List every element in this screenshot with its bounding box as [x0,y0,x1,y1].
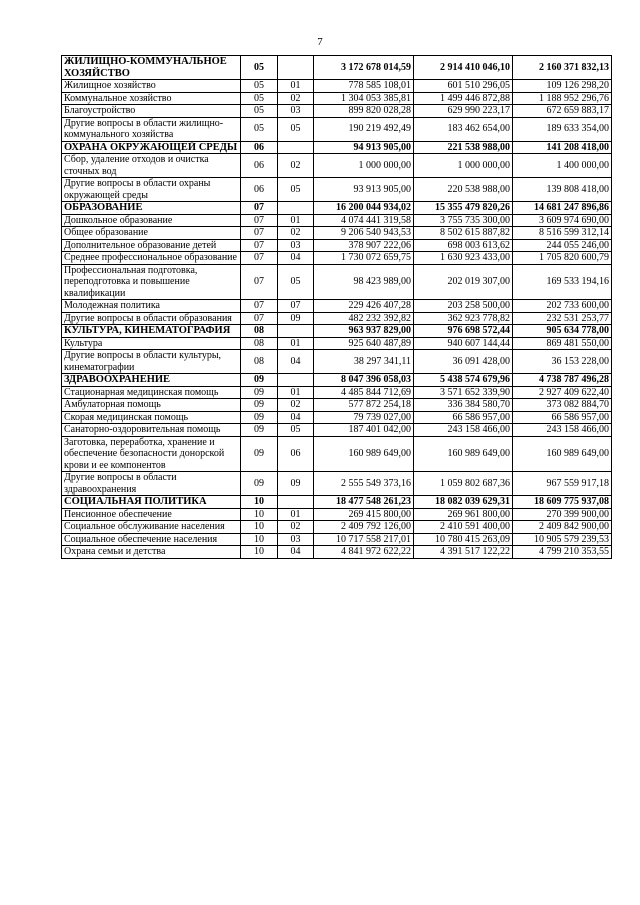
amount-col-2: 3 755 735 300,00 [414,214,513,227]
amount-col-3: 244 055 246,00 [513,239,612,252]
amount-col-2: 202 019 307,00 [414,264,513,300]
subsection-code [278,202,314,215]
amount-col-3: 2 160 371 832,13 [513,56,612,80]
amount-col-2: 18 082 039 629,31 [414,496,513,509]
table-section-row [62,202,612,215]
table-row [62,508,612,521]
section-code: 05 [241,80,278,93]
amount-col-2: 336 384 580,70 [414,399,513,412]
amount-col-3: 1 188 952 296,76 [513,92,612,105]
amount-col-1: 18 477 548 261,23 [314,496,414,509]
row-name: Санаторно-оздоровительная помощь [62,424,241,437]
subsection-code: 04 [278,546,314,559]
subsection-code: 07 [278,300,314,313]
amount-col-1: 1 730 072 659,75 [314,252,414,265]
amount-col-3: 169 533 194,16 [513,264,612,300]
amount-col-3: 139 808 418,00 [513,178,612,202]
table-section-row [62,141,612,154]
subsection-code: 02 [278,227,314,240]
amount-col-2: 203 258 500,00 [414,300,513,313]
amount-col-2: 629 990 223,17 [414,105,513,118]
amount-col-2: 4 391 517 122,22 [414,546,513,559]
row-name: Другие вопросы в области образования [62,312,241,325]
amount-col-2: 2 914 410 046,10 [414,56,513,80]
subsection-code: 05 [278,117,314,141]
amount-col-3: 202 733 600,00 [513,300,612,313]
amount-col-2: 8 502 615 887,82 [414,227,513,240]
table-row [62,436,612,472]
table-row [62,92,612,105]
section-code: 09 [241,424,278,437]
amount-col-2: 183 462 654,00 [414,117,513,141]
amount-col-2: 269 961 800,00 [414,508,513,521]
amount-col-1: 963 937 829,00 [314,325,414,338]
amount-col-1: 187 401 042,00 [314,424,414,437]
amount-col-3: 18 609 775 937,08 [513,496,612,509]
row-name: Другие вопросы в области жилищно-коммунального хозяйства [62,117,241,141]
table-row [62,105,612,118]
amount-col-1: 269 415 800,00 [314,508,414,521]
row-name: Стационарная медицинская помощь [62,386,241,399]
section-code: 06 [241,141,278,154]
subsection-code: 09 [278,472,314,496]
amount-col-1: 79 739 027,00 [314,411,414,424]
section-code: 09 [241,411,278,424]
amount-col-2: 3 571 652 339,90 [414,386,513,399]
amount-col-1: 482 232 392,82 [314,312,414,325]
amount-col-1: 4 485 844 712,69 [314,386,414,399]
row-name: Профессиональная подготовка, переподготовка и повышение квалификации [62,264,241,300]
section-code: 07 [241,300,278,313]
subsection-code [278,325,314,338]
section-code: 07 [241,227,278,240]
amount-col-1: 38 297 341,11 [314,350,414,374]
section-code: 07 [241,239,278,252]
row-name: Сбор, удаление отходов и очистка сточных вод [62,154,241,178]
table-row [62,350,612,374]
subsection-code: 02 [278,92,314,105]
row-name: Социальное обеспечение населения [62,533,241,546]
amount-col-3: 160 989 649,00 [513,436,612,472]
row-name: Дополнительное образование детей [62,239,241,252]
amount-col-2: 220 538 988,00 [414,178,513,202]
amount-col-3: 4 738 787 496,28 [513,374,612,387]
amount-col-3: 270 399 900,00 [513,508,612,521]
subsection-code [278,56,314,80]
row-name: ЗДРАВООХРАНЕНИЕ [62,374,241,387]
amount-col-2: 1 499 446 872,88 [414,92,513,105]
subsection-code: 06 [278,436,314,472]
subsection-code: 05 [278,264,314,300]
amount-col-2: 940 607 144,44 [414,337,513,350]
amount-col-1: 229 426 407,28 [314,300,414,313]
row-name: Другие вопросы в области культуры, кинематографии [62,350,241,374]
table-row [62,252,612,265]
amount-col-1: 577 872 254,18 [314,399,414,412]
amount-col-1: 778 585 108,01 [314,80,414,93]
amount-col-1: 9 206 540 943,53 [314,227,414,240]
amount-col-2: 5 438 574 679,96 [414,374,513,387]
section-code: 08 [241,350,278,374]
amount-col-3: 10 905 579 239,53 [513,533,612,546]
amount-col-1: 4 841 972 622,22 [314,546,414,559]
amount-col-3: 3 609 974 690,00 [513,214,612,227]
row-name: СОЦИАЛЬНАЯ ПОЛИТИКА [62,496,241,509]
amount-col-2: 36 091 428,00 [414,350,513,374]
section-code: 10 [241,521,278,534]
amount-col-2: 160 989 649,00 [414,436,513,472]
row-name: КУЛЬТУРА, КИНЕМАТОГРАФИЯ [62,325,241,338]
amount-col-3: 109 126 298,20 [513,80,612,93]
amount-col-3: 2 409 842 900,00 [513,521,612,534]
amount-col-3: 66 586 957,00 [513,411,612,424]
amount-col-1: 925 640 487,89 [314,337,414,350]
amount-col-1: 899 820 028,28 [314,105,414,118]
amount-col-1: 2 409 792 126,00 [314,521,414,534]
row-name: ОБРАЗОВАНИЕ [62,202,241,215]
amount-col-3: 8 516 599 312,14 [513,227,612,240]
amount-col-1: 98 423 989,00 [314,264,414,300]
row-name: Скорая медицинская помощь [62,411,241,424]
table-section-row [62,325,612,338]
subsection-code: 05 [278,424,314,437]
budget-table [61,55,612,559]
table-row [62,546,612,559]
amount-col-1: 378 907 222,06 [314,239,414,252]
row-name: ОХРАНА ОКРУЖАЮЩЕЙ СРЕДЫ [62,141,241,154]
amount-col-3: 905 634 778,00 [513,325,612,338]
amount-col-2: 10 780 415 263,09 [414,533,513,546]
table-row [62,264,612,300]
row-name: Культура [62,337,241,350]
section-code: 08 [241,325,278,338]
table-section-row [62,56,612,80]
amount-col-2: 1 059 802 687,36 [414,472,513,496]
subsection-code: 03 [278,105,314,118]
table-row [62,472,612,496]
amount-col-2: 1 630 923 433,00 [414,252,513,265]
amount-col-1: 8 047 396 058,03 [314,374,414,387]
subsection-code: 02 [278,399,314,412]
amount-col-2: 601 510 296,05 [414,80,513,93]
subsection-code: 09 [278,312,314,325]
section-code: 05 [241,117,278,141]
table-row [62,533,612,546]
section-code: 07 [241,264,278,300]
amount-col-2: 15 355 479 820,26 [414,202,513,215]
amount-col-3: 2 927 409 622,40 [513,386,612,399]
amount-col-2: 221 538 988,00 [414,141,513,154]
budget-table-body [62,56,612,559]
row-name: Дошкольное образование [62,214,241,227]
amount-col-3: 189 633 354,00 [513,117,612,141]
row-name: Молодежная политика [62,300,241,313]
section-code: 08 [241,337,278,350]
row-name: Другие вопросы в области здравоохранения [62,472,241,496]
section-code: 07 [241,202,278,215]
amount-col-3: 4 799 210 353,55 [513,546,612,559]
page-number: 7 [317,36,323,48]
subsection-code: 04 [278,411,314,424]
section-code: 07 [241,252,278,265]
amount-col-3: 672 659 883,17 [513,105,612,118]
subsection-code [278,496,314,509]
row-name: Охрана семьи и детства [62,546,241,559]
amount-col-3: 869 481 550,00 [513,337,612,350]
amount-col-2: 243 158 466,00 [414,424,513,437]
subsection-code: 03 [278,533,314,546]
row-name: Заготовка, переработка, хранение и обеспечение безопасности донорской крови и ее компонентов [62,436,241,472]
amount-col-1: 10 717 558 217,01 [314,533,414,546]
amount-col-1: 94 913 905,00 [314,141,414,154]
amount-col-3: 232 531 253,77 [513,312,612,325]
table-row [62,214,612,227]
row-name: Благоустройство [62,105,241,118]
row-name: Социальное обслуживание населения [62,521,241,534]
row-name: Пенсионное обеспечение [62,508,241,521]
row-name: Другие вопросы в области охраны окружающей среды [62,178,241,202]
section-code: 05 [241,56,278,80]
subsection-code: 04 [278,350,314,374]
table-row [62,386,612,399]
table-row [62,337,612,350]
row-name: ЖИЛИЩНО-КОММУНАЛЬНОЕ ХОЗЯЙСТВО [62,56,241,80]
amount-col-1: 3 172 678 014,59 [314,56,414,80]
amount-col-3: 1 400 000,00 [513,154,612,178]
table-row [62,399,612,412]
section-code: 09 [241,386,278,399]
section-code: 09 [241,472,278,496]
amount-col-1: 93 913 905,00 [314,178,414,202]
table-row [62,521,612,534]
amount-col-2: 698 003 613,62 [414,239,513,252]
subsection-code [278,141,314,154]
section-code: 10 [241,496,278,509]
section-code: 10 [241,508,278,521]
table-row [62,300,612,313]
amount-col-2: 976 698 572,44 [414,325,513,338]
table-row [62,80,612,93]
amount-col-3: 967 559 917,18 [513,472,612,496]
row-name: Амбулаторная помощь [62,399,241,412]
subsection-code: 01 [278,80,314,93]
subsection-code: 01 [278,337,314,350]
table-row [62,312,612,325]
amount-col-1: 160 989 649,00 [314,436,414,472]
amount-col-1: 1 000 000,00 [314,154,414,178]
table-row [62,227,612,240]
section-code: 09 [241,399,278,412]
section-code: 09 [241,436,278,472]
amount-col-1: 2 555 549 373,16 [314,472,414,496]
subsection-code: 04 [278,252,314,265]
section-code: 06 [241,154,278,178]
section-code: 06 [241,178,278,202]
subsection-code: 02 [278,521,314,534]
subsection-code: 05 [278,178,314,202]
amount-col-2: 1 000 000,00 [414,154,513,178]
section-code: 07 [241,214,278,227]
table-row [62,117,612,141]
amount-col-3: 373 082 884,70 [513,399,612,412]
section-code: 10 [241,546,278,559]
table-row [62,424,612,437]
table-row [62,239,612,252]
amount-col-1: 190 219 492,49 [314,117,414,141]
subsection-code: 03 [278,239,314,252]
subsection-code: 02 [278,154,314,178]
amount-col-1: 4 074 441 319,58 [314,214,414,227]
amount-col-3: 14 681 247 896,86 [513,202,612,215]
row-name: Общее образование [62,227,241,240]
amount-col-1: 16 200 044 934,02 [314,202,414,215]
amount-col-2: 66 586 957,00 [414,411,513,424]
amount-col-3: 243 158 466,00 [513,424,612,437]
subsection-code: 01 [278,386,314,399]
row-name: Коммунальное хозяйство [62,92,241,105]
table-row [62,411,612,424]
subsection-code: 01 [278,508,314,521]
section-code: 07 [241,312,278,325]
row-name: Среднее профессиональное образование [62,252,241,265]
amount-col-3: 141 208 418,00 [513,141,612,154]
subsection-code: 01 [278,214,314,227]
amount-col-1: 1 304 053 385,81 [314,92,414,105]
table-row [62,178,612,202]
section-code: 10 [241,533,278,546]
section-code: 05 [241,92,278,105]
amount-col-3: 36 153 228,00 [513,350,612,374]
amount-col-2: 2 410 591 400,00 [414,521,513,534]
row-name: Жилищное хозяйство [62,80,241,93]
subsection-code [278,374,314,387]
section-code: 05 [241,105,278,118]
table-row [62,154,612,178]
table-section-row [62,374,612,387]
table-section-row [62,496,612,509]
section-code: 09 [241,374,278,387]
amount-col-2: 362 923 778,82 [414,312,513,325]
amount-col-3: 1 705 820 600,79 [513,252,612,265]
